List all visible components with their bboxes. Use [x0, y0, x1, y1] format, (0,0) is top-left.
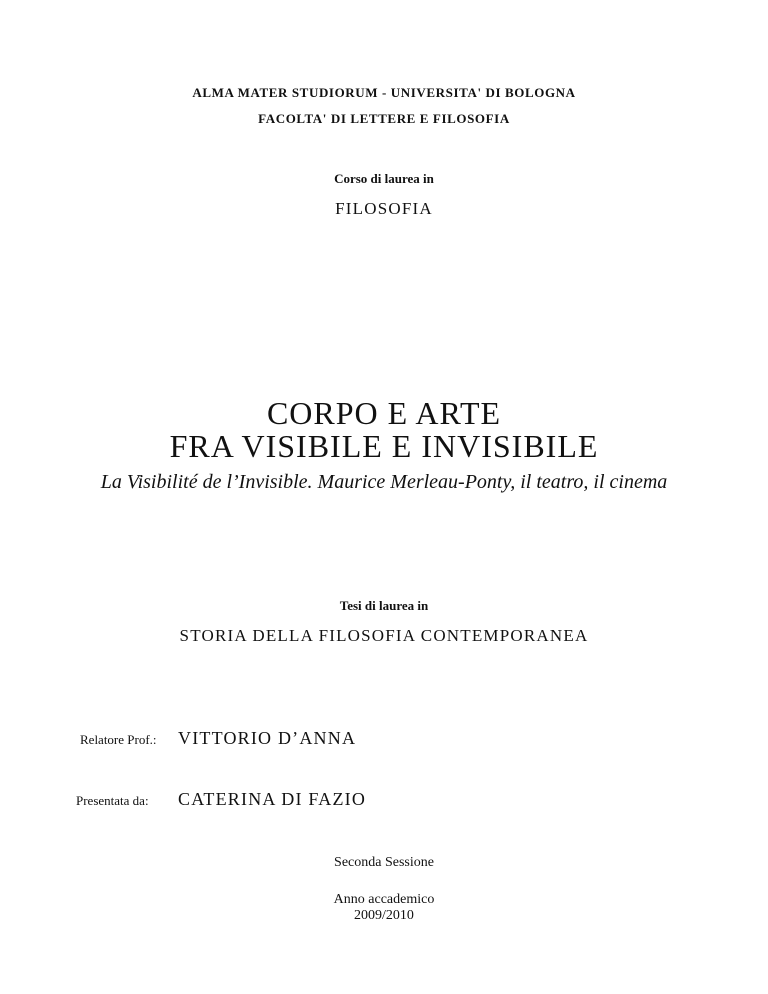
academic-year: 2009/2010 — [354, 908, 414, 923]
author-name: CATERINA DI FAZIO — [178, 789, 367, 809]
supervisor-label: Relatore Prof.: — [80, 732, 157, 747]
thesis-title-line1: CORPO E ARTE — [266, 395, 502, 431]
course-label: Corso di laurea in — [334, 171, 434, 186]
thesis-title-line2: FRA VISIBILE E INVISIBILE — [169, 428, 599, 464]
academic-year-label: Anno accademico — [333, 892, 435, 907]
university-name: ALMA MATER STUDIORUM - UNIVERSITA' DI BOLOGNA — [192, 85, 576, 100]
course-name: FILOSOFIA — [335, 199, 433, 218]
thesis-subtitle: La Visibilité de l’Invisible. Maurice Merleau-Ponty, il teatro, il cinema — [100, 471, 668, 493]
thesis-subject: STORIA DELLA FILOSOFIA CONTEMPORANEA — [179, 626, 589, 645]
supervisor-name: VITTORIO D’ANNA — [178, 728, 357, 748]
author-label: Presentata da: — [76, 793, 149, 808]
session: Seconda Sessione — [334, 855, 434, 870]
faculty-name: FACOLTA' DI LETTERE E FILOSOFIA — [258, 111, 510, 126]
thesis-type-label: Tesi di laurea in — [339, 598, 429, 613]
